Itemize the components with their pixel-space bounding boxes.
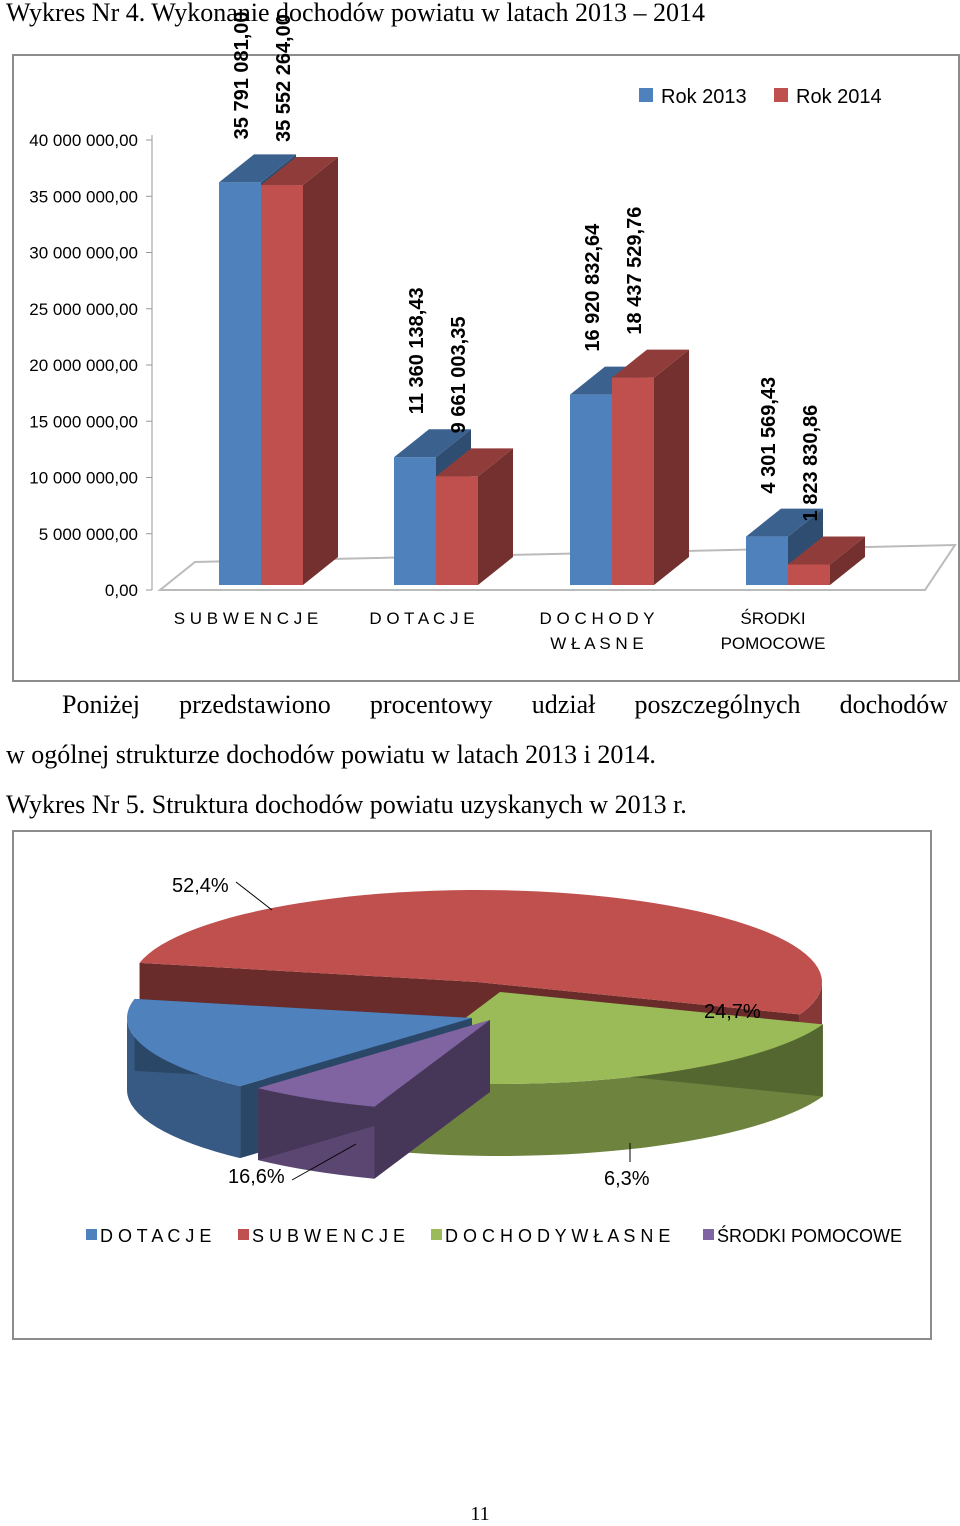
slice-label: 52,4% <box>172 875 229 897</box>
paragraph-line-2: w ogólnej strukturze dochodów powiatu w latach 2013 i 2014. <box>6 740 656 769</box>
y-tick-label: 25 000 000,00 <box>29 299 138 319</box>
y-tick-label: 30 000 000,00 <box>29 243 138 263</box>
legend-label: Rok 2013 <box>661 86 747 108</box>
x-tick-label: ŚRODKI <box>740 609 806 628</box>
data-label: 35 552 264,00 <box>273 14 295 143</box>
y-tick-label: 20 000 000,00 <box>29 356 138 375</box>
data-label: 4 301 569,43 <box>758 376 780 494</box>
y-tick-label: 15 000 000,00 <box>29 412 138 432</box>
legend-label: Rok 2014 <box>796 86 882 108</box>
slice-label: 24,7% <box>704 1001 761 1023</box>
x-tick-label: D O T A C J E <box>369 609 475 628</box>
data-label: 1 823 830,86 <box>800 404 822 522</box>
data-label: 11 360 138,43 <box>406 287 428 415</box>
data-label: 16 920 832,64 <box>582 223 604 352</box>
y-tick-label: 10 000 000,00 <box>29 468 138 488</box>
y-tick-label: 0,00 <box>104 581 138 600</box>
legend-swatch <box>86 1229 97 1240</box>
chart2-caption: Wykres Nr 5. Struktura dochodów powiatu uzyskanych w 2013 r. <box>6 790 687 819</box>
paragraph-line-1: Poniżej przedstawiono procentowy udział poszczególnych dochodów <box>62 690 948 719</box>
legend-label: ŚRODKI POMOCOWE <box>717 1226 903 1246</box>
slice-label: 16,6% <box>228 1166 285 1188</box>
leader-line <box>236 882 272 910</box>
legend-swatch <box>703 1229 714 1240</box>
legend-swatch <box>431 1229 442 1240</box>
page-number: 11 <box>470 1503 490 1525</box>
y-tick-label: 5 000 000,00 <box>38 524 138 544</box>
legend-swatch <box>238 1229 249 1240</box>
chart1-caption: Wykres Nr 4. Wykonanie dochodów powiatu w latach 2013 – 2014 <box>6 0 705 27</box>
legend-label: D O T A C J E <box>100 1226 212 1246</box>
x-tick-label: W Ł A S N E <box>550 634 644 653</box>
legend-label: S U B W E N C J E <box>252 1226 406 1246</box>
data-label: 9 661 003,35 <box>448 316 470 434</box>
data-label: 18 437 529,76 <box>624 206 646 335</box>
x-tick-label: S U B W E N C J E <box>173 609 319 628</box>
y-tick-label: 40 000 000,00 <box>29 131 138 150</box>
data-label: 35 791 081,00 <box>231 11 253 140</box>
x-tick-label: D O C H O D Y <box>539 609 655 628</box>
slice-label: 6,3% <box>604 1168 650 1190</box>
y-tick-label: 35 000 000,00 <box>29 187 138 207</box>
legend-label: D O C H O D Y W Ł A S N E <box>445 1226 671 1246</box>
x-tick-label: POMOCOWE <box>720 634 826 653</box>
